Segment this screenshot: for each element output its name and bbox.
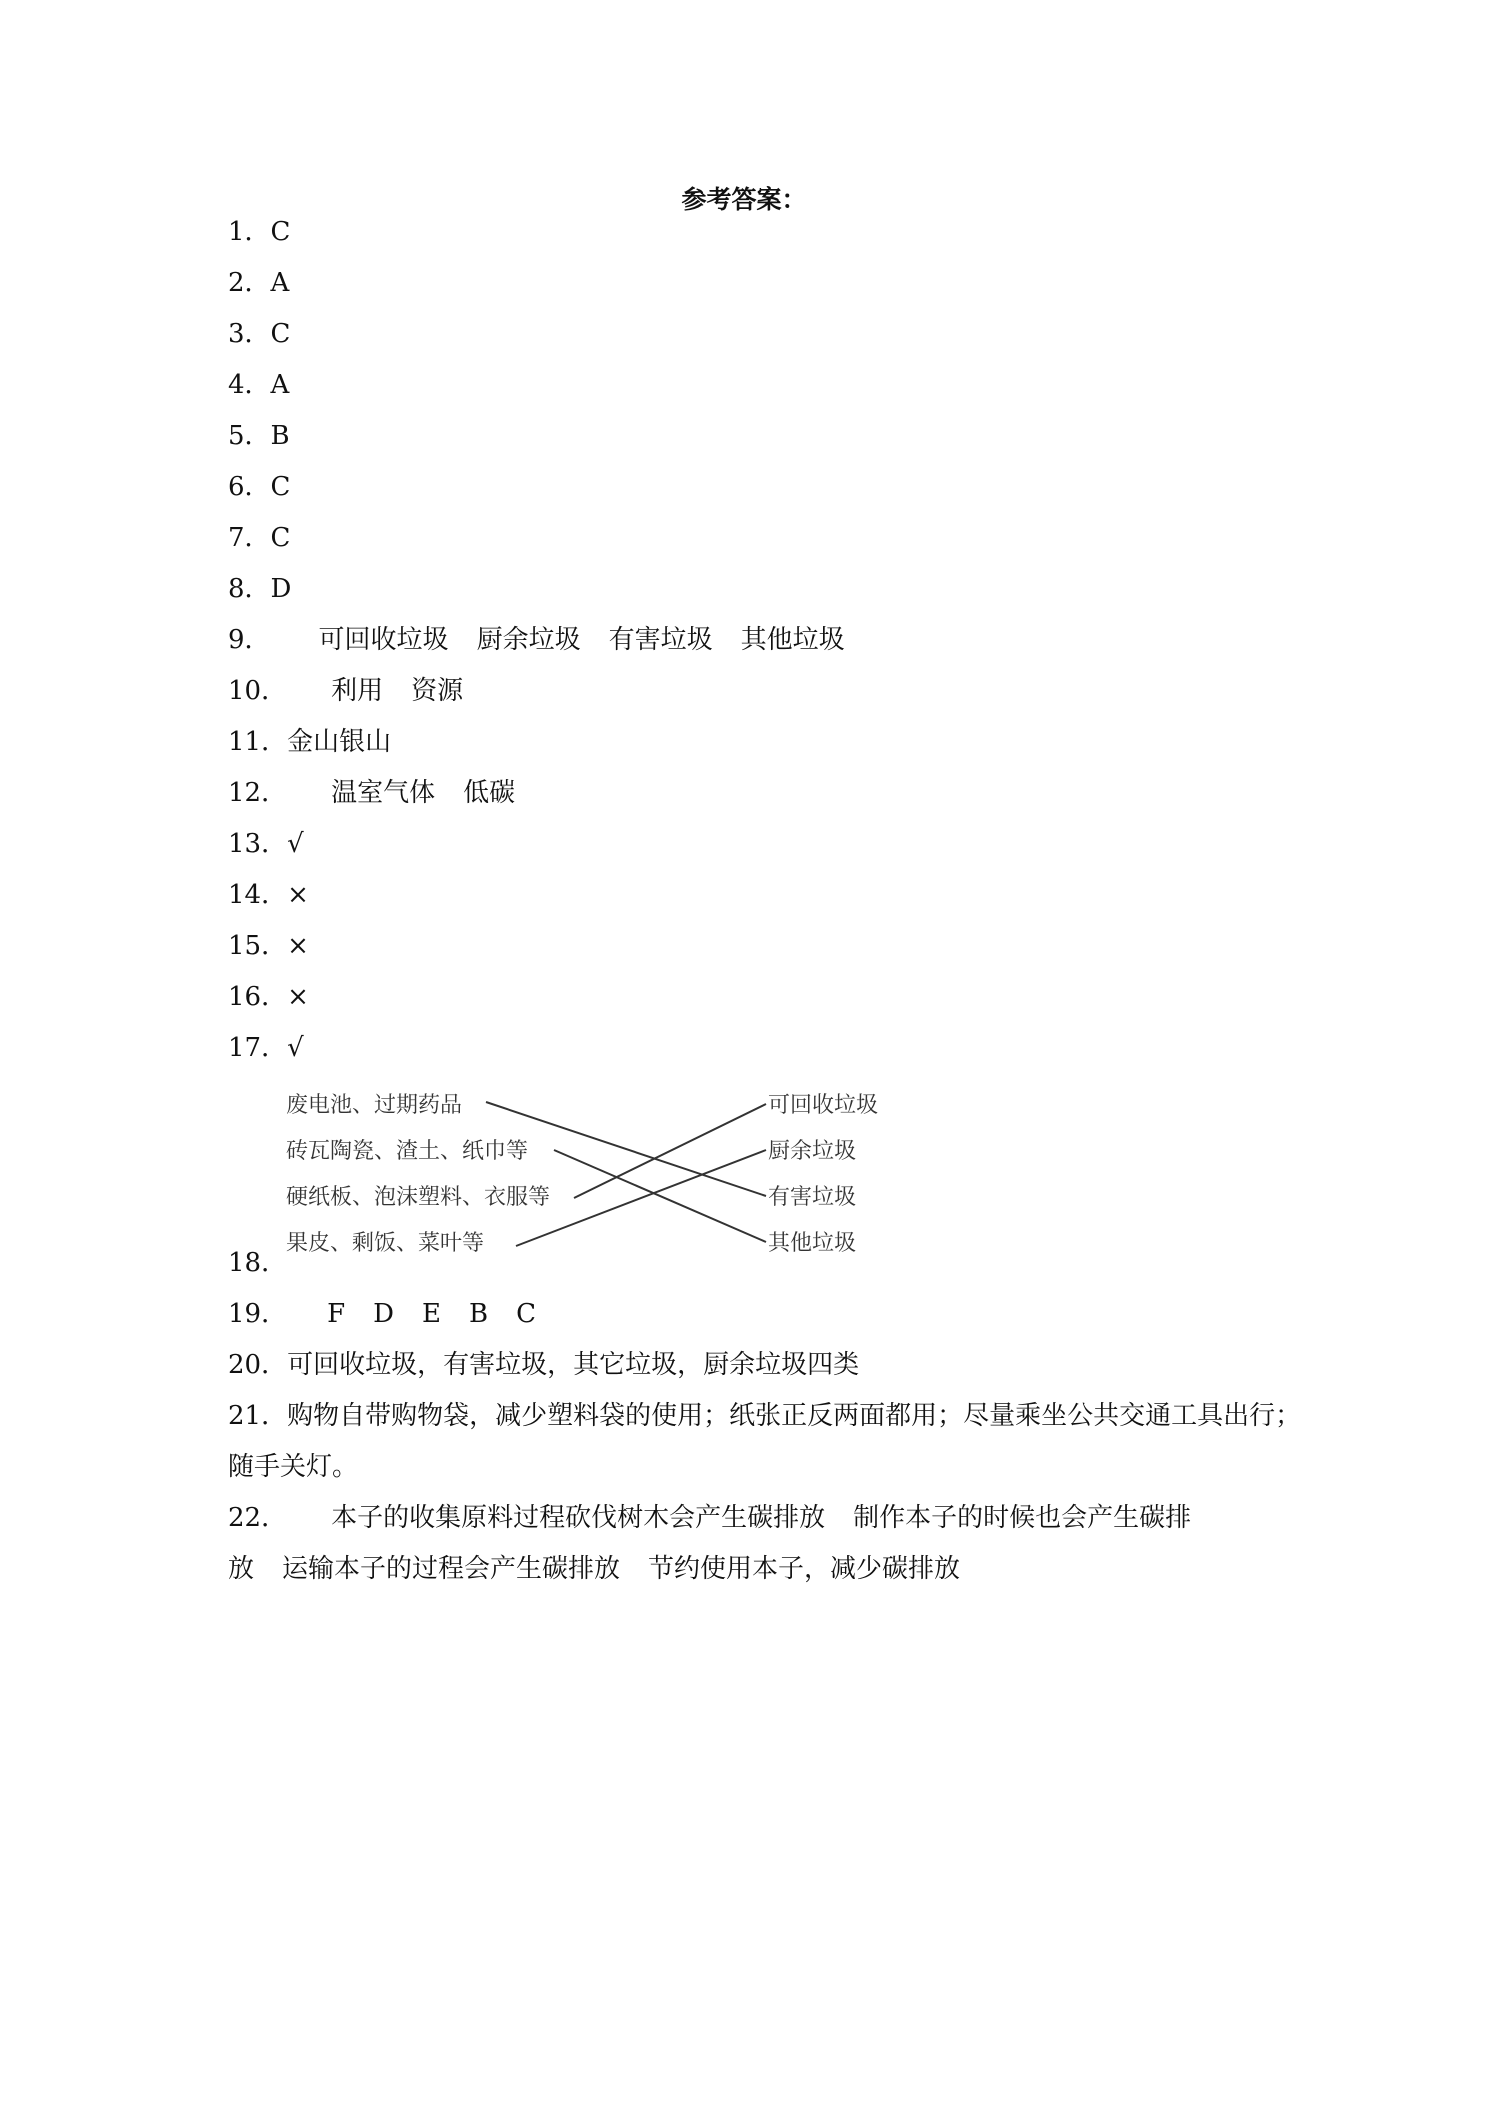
match-left-item: 砖瓦陶瓷、渣土、纸巾等	[286, 1139, 529, 1164]
answer-line-13: 13．√	[228, 829, 304, 859]
answer-line: 6．C	[228, 472, 291, 502]
matching-diagram	[228, 1088, 928, 1288]
answer-line: 7．C	[228, 523, 291, 553]
answer-line-21: 21．购物自带购物袋，减少塑料袋的使用；纸张正反两面都用；尽量乘坐公共交通工具出行；	[228, 1401, 1302, 1431]
answer-line-21-cont: 随手关灯。	[228, 1452, 359, 1482]
answer-line-22: 22． 本子的收集原料过程砍伐树木会产生碳排放 制作本子的时候也会产生碳排	[228, 1503, 1192, 1533]
match-left-item: 果皮、剩饭、菜叶等	[286, 1231, 485, 1256]
answer-line: 3．C	[228, 319, 291, 349]
answer-line: 5．B	[228, 421, 290, 451]
match-left-item: 废电池、过期药品	[286, 1093, 463, 1118]
answer-line: 8．D	[228, 574, 292, 604]
answer-line-22-cont: 放 运输本子的过程会产生碳排放 节约使用本子，减少碳排放	[228, 1554, 961, 1584]
page-title: 参考答案：	[681, 185, 807, 214]
answer-line-10: 10． 利用 资源	[228, 676, 464, 706]
answer-line: 1．C	[228, 217, 291, 247]
match-line	[574, 1104, 766, 1198]
answer-line-11: 11．金山银山	[228, 727, 392, 757]
match-right-item: 可回收垃圾	[768, 1093, 879, 1118]
answer-line-18: 18．	[228, 1248, 288, 1278]
answer-line-9: 9． 可回收垃圾 厨余垃圾 有害垃圾 其他垃圾	[228, 625, 845, 655]
match-line	[554, 1150, 766, 1242]
answer-line-15: 15．×	[228, 931, 309, 961]
match-left-item: 硬纸板、泡沫塑料、衣服等	[286, 1185, 551, 1210]
answer-line-14: 14．×	[228, 880, 309, 910]
match-right-item: 有害垃圾	[768, 1185, 857, 1210]
answer-line: 4．A	[228, 370, 290, 400]
answer-line-16: 16．×	[228, 982, 309, 1012]
match-right-item: 厨余垃圾	[768, 1139, 857, 1164]
match-right-item: 其他垃圾	[768, 1231, 857, 1256]
answer-line-17: 17．√	[228, 1033, 304, 1063]
answer-line-12: 12． 温室气体 低碳	[228, 778, 516, 808]
matching-lines	[228, 1088, 928, 1288]
answer-line-19: 19． F D E B C	[228, 1299, 536, 1329]
answer-line: 2．A	[228, 268, 290, 298]
answer-line-20: 20．可回收垃圾，有害垃圾，其它垃圾，厨余垃圾四类	[228, 1350, 860, 1380]
